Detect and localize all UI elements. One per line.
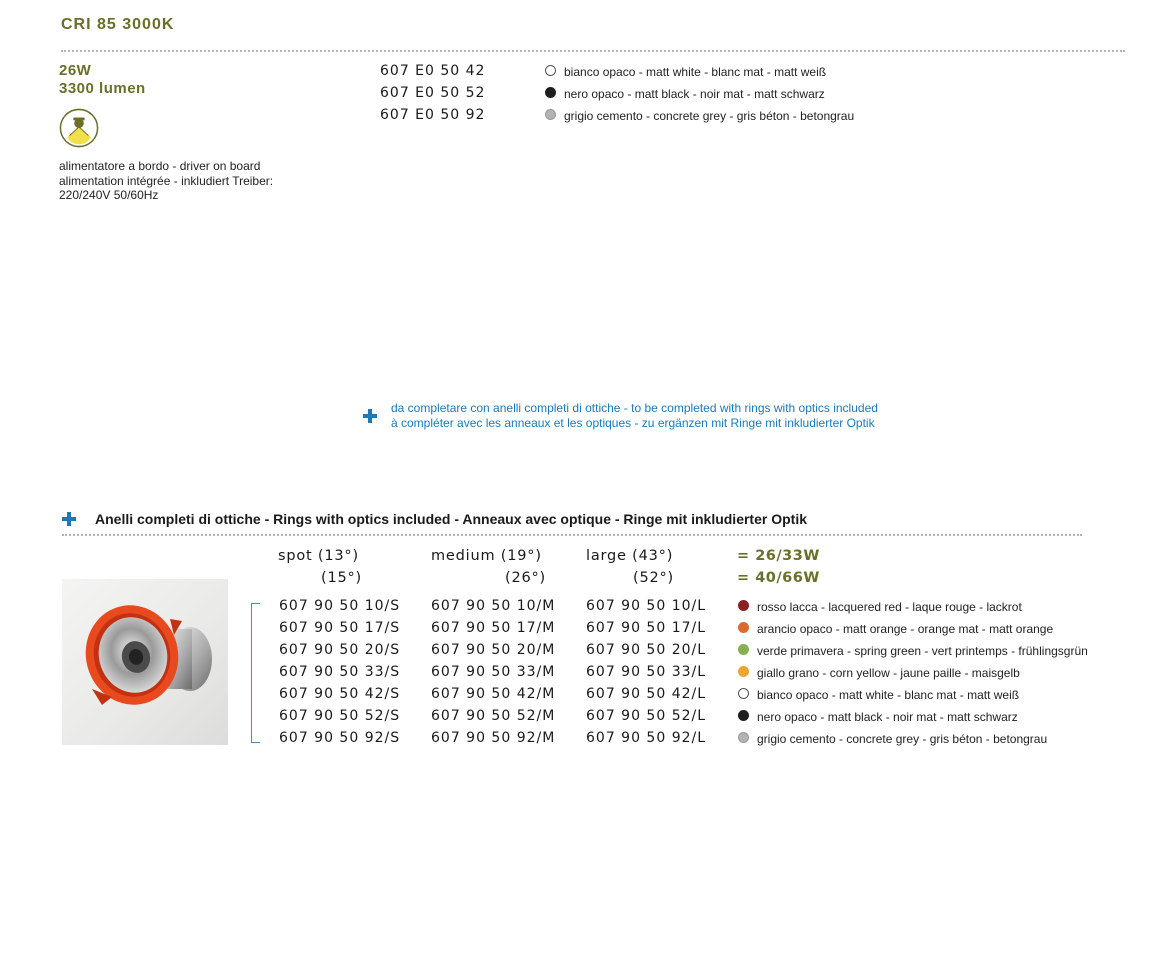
header-medium: medium (19°) xyxy=(431,548,542,564)
ring-code-spot: 607 90 50 52/S xyxy=(279,708,401,724)
finish-label: arancio opaco - matt orange - orange mat - matt orange xyxy=(757,622,1054,636)
finish-swatch-white xyxy=(545,65,556,76)
finish-swatch-yellow xyxy=(738,666,749,677)
codes-bracket xyxy=(251,603,260,743)
ring-code-spot: 607 90 50 42/S xyxy=(279,686,401,702)
finish-label: rosso lacca - lacquered red - laque rouge - lackrot xyxy=(757,600,1022,614)
ring-code-medium: 607 90 50 42/M xyxy=(431,686,556,702)
finish-swatch-grey xyxy=(545,109,556,120)
finish-label: nero opaco - matt black - noir mat - matt schwarz xyxy=(757,710,1018,724)
header-large: large (43°) xyxy=(586,548,674,564)
completion-note xyxy=(391,401,878,431)
finish-swatch-grey xyxy=(738,732,749,743)
ring-code-large: 607 90 50 20/L xyxy=(586,642,707,658)
ring-code-medium: 607 90 50 33/M xyxy=(431,664,556,680)
ring-code-spot: 607 90 50 20/S xyxy=(279,642,401,658)
power-value: 26W xyxy=(59,62,92,79)
finish-label: grigio cemento - concrete grey - gris béton - betongrau xyxy=(564,109,855,123)
finish-label: bianco opaco - matt white - blanc mat - matt weiß xyxy=(564,65,827,79)
driver-line: 220/240V 50/60Hz xyxy=(59,188,159,202)
finish-label: grigio cemento - concrete grey - gris béton - betongrau xyxy=(757,732,1048,746)
ring-code-medium: 607 90 50 20/M xyxy=(431,642,556,658)
plus-icon xyxy=(62,512,76,526)
finish-label: verde primavera - spring green - vert printemps - frühlingsgrün xyxy=(757,644,1088,658)
ring-code-large: 607 90 50 42/L xyxy=(586,686,707,702)
driver-line: alimentatore a bordo - driver on board xyxy=(59,159,261,173)
finish-swatch-white xyxy=(738,688,749,699)
finish-swatch-black xyxy=(545,87,556,98)
ring-code-spot: 607 90 50 17/S xyxy=(279,620,401,636)
note-line: à compléter avec les anneaux et les optiques - zu ergänzen mit Ringe mit inkludierter Optik xyxy=(391,416,875,430)
ring-code-medium: 607 90 50 52/M xyxy=(431,708,556,724)
finish-label: bianco opaco - matt white - blanc mat - matt weiß xyxy=(757,688,1020,702)
ring-code-large: 607 90 50 10/L xyxy=(586,598,707,614)
note-line: da completare con anelli completi di ottiche - to be completed with rings with optics included xyxy=(391,401,878,415)
cri-heading: CRI 85 3000K xyxy=(61,16,175,33)
ring-code-large: 607 90 50 17/L xyxy=(586,620,707,636)
finish-label: nero opaco - matt black - noir mat - matt schwarz xyxy=(564,87,825,101)
ring-code-medium: 607 90 50 10/M xyxy=(431,598,556,614)
body-code: 607 E0 50 52 xyxy=(380,85,486,101)
driver-info xyxy=(59,159,273,203)
header-spot-alt: (15°) xyxy=(321,570,363,586)
divider-top xyxy=(61,50,1125,52)
rings-title: Anelli completi di ottiche - Rings with optics included - Anneaux avec optique - Ringe mit inkludierter Optik xyxy=(95,511,807,527)
ring-product-photo xyxy=(62,579,228,745)
ring-code-large: 607 90 50 33/L xyxy=(586,664,707,680)
lumen-value: 3300 lumen xyxy=(59,80,146,97)
watt-label: = 40/66W xyxy=(737,570,820,586)
finish-swatch-red xyxy=(738,600,749,611)
plus-icon xyxy=(363,409,377,423)
ring-code-large: 607 90 50 92/L xyxy=(586,730,707,746)
finish-swatch-black xyxy=(738,710,749,721)
finish-swatch-green xyxy=(738,644,749,655)
ring-code-spot: 607 90 50 92/S xyxy=(279,730,401,746)
divider-rings xyxy=(62,534,1082,536)
watt-label: = 26/33W xyxy=(737,548,820,564)
header-large-alt: (52°) xyxy=(633,570,675,586)
finish-swatch-orange xyxy=(738,622,749,633)
downlight-lamp-icon xyxy=(59,108,99,148)
ring-code-medium: 607 90 50 17/M xyxy=(431,620,556,636)
ring-product-image xyxy=(62,579,228,745)
header-spot: spot (13°) xyxy=(278,548,359,564)
ring-code-medium: 607 90 50 92/M xyxy=(431,730,556,746)
finish-label: giallo grano - corn yellow - jaune paille - maisgelb xyxy=(757,666,1020,680)
header-medium-alt: (26°) xyxy=(505,570,547,586)
ring-code-large: 607 90 50 52/L xyxy=(586,708,707,724)
driver-line: alimentation intégrée - inkludiert Treiber: xyxy=(59,173,274,188)
power-spec xyxy=(59,62,146,98)
ring-code-spot: 607 90 50 33/S xyxy=(279,664,401,680)
body-code: 607 E0 50 42 xyxy=(380,63,486,79)
body-code: 607 E0 50 92 xyxy=(380,107,486,123)
ring-code-spot: 607 90 50 10/S xyxy=(279,598,401,614)
